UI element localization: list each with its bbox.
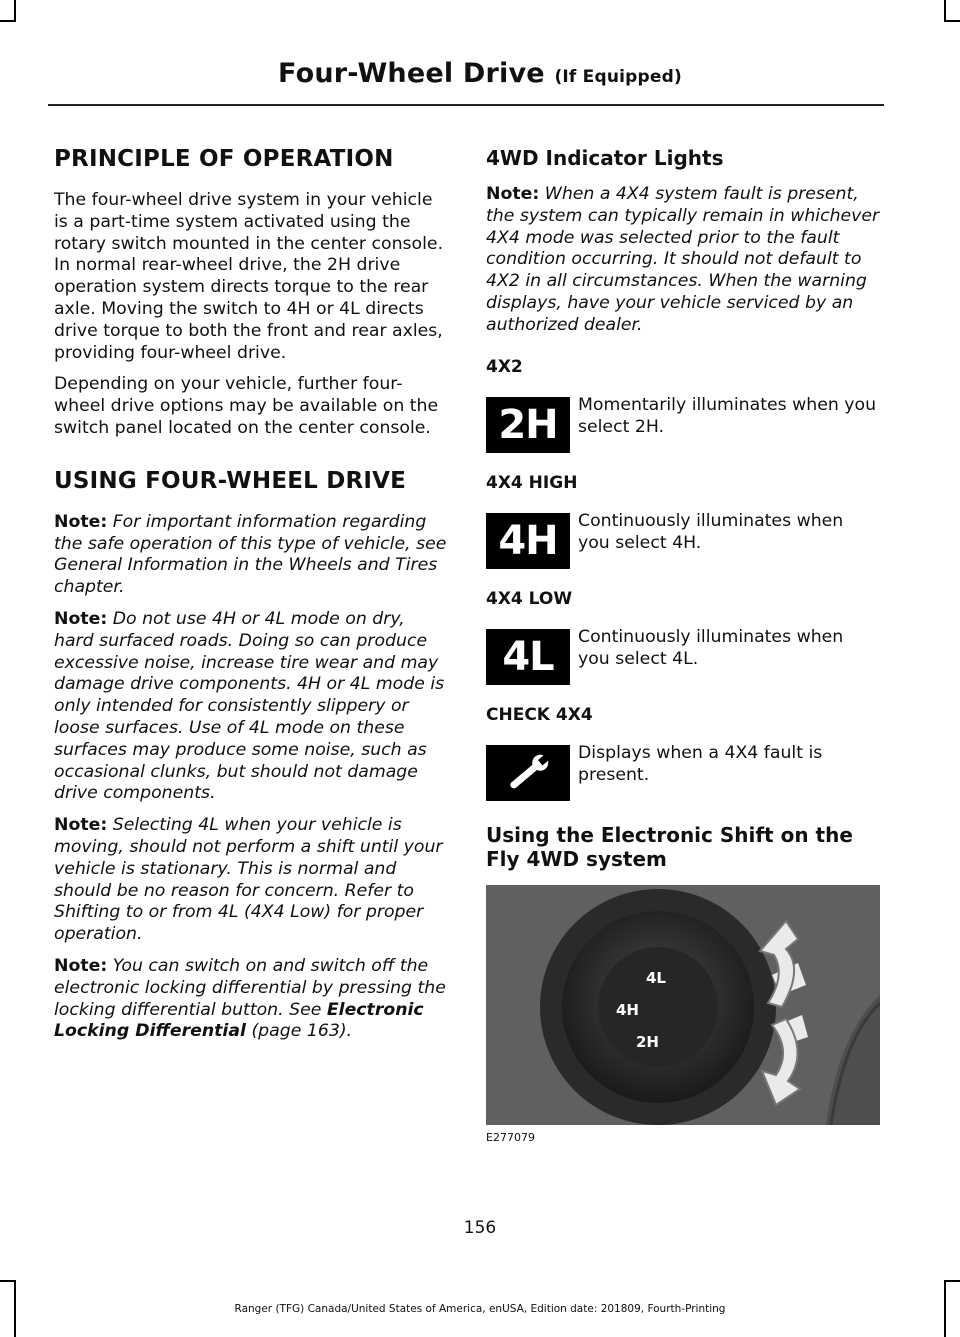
note-text: For important information regarding the safe operation of this type of vehicle, see General Information in the Wheels and Tires chapter. [54,511,447,598]
section-heading-principle: PRINCIPLE OF OPERATION [54,146,394,172]
paragraph-principle: The four-wheel drive system in your vehicle is a part-time system activated using the rotary switch mounted in the center console. In normal rear-wheel drive, the 2H drive operation system directs torque to the rear axle. Moving the switch to 4H or 4L directs drive torque to both the front and rear axles, providing four-wheel drive. [54,190,444,363]
page-number: 156 [463,1218,497,1238]
section-heading-indicators: 4WD Indicator Lights [486,146,724,170]
indicator-row-4x4-low [486,623,882,685]
switch-label-4l: 4L [646,968,666,987]
indicator-description: Momentarily illuminates when you select 2H. [578,394,877,437]
note-text: Do not use 4H or 4L mode on dry, hard surfaced roads. Doing so can produce excessive noise, increase tire wear and may damage drive components. 4H or 4L mode is only intended for consistently slippery or loose surfaces. Use of 4L mode on these surfaces may produce some noise, such as occasional clunks, but should not damage drive components. [54,608,445,804]
indicator-label-4x4-high: 4X4 HIGH [486,472,578,493]
paragraph-options: Depending on your vehicle, further four-wheel drive options may be available on the switch panel located on the center console. [54,374,439,438]
note-dry-roads [54,609,448,805]
indicator-description: Continuously illuminates when you select 4H. [578,510,844,553]
section-heading-electronic-shift: Using the Electronic Shift on the Fly 4WD system [486,822,853,871]
note-label: Note: [54,955,108,976]
indicator-label-4x4-low: 4X4 LOW [486,588,573,609]
indicator-row-4x2 [486,391,882,453]
header-subtitle: (If Equipped) [554,67,682,87]
switch-label-2h: 2H [636,1032,659,1051]
note-locking-differential [54,956,448,1043]
illustration-id: E277079 [486,1130,535,1144]
note-text: Selecting 4L when your vehicle is moving, should not perform a shift until your vehicle is stationary. This is normal and should be no reason for concern. Refer to Shifting to or from 4L (4X4 Low) for proper operation. [54,815,443,945]
switch-label-4h: 4H [616,1000,639,1019]
rotary-switch-icon [486,885,880,1125]
crop-mark [14,0,16,22]
crop-mark [944,0,946,22]
wrench-icon [486,745,570,801]
note-text: When a 4X4 system fault is present, the system can typically remain in whichever 4X4 mode was selected prior to the fault condition occurring. It should not default to 4X2 in all circumstances. When the warning displays, have your vehicle serviced by an authorized dealer. [486,184,880,335]
cross-reference-link[interactable]: Electronic Locking Differential [54,999,424,1042]
indicator-description: Continuously illuminates when you select 4L. [578,626,844,669]
indicator-2h-icon: 2H [486,397,570,453]
footer-edition: Ranger (TFG) Canada/United States of America, enUSA, Edition date: 201809, Fourth-Printing [234,1303,726,1315]
crop-mark [0,20,16,22]
section-heading-using: USING FOUR-WHEEL DRIVE [54,467,407,494]
note-label: Note: [54,608,108,629]
header-divider [48,104,884,106]
indicator-row-check-4x4 [486,739,882,801]
note-text: You can switch on and switch off the electronic locking differential by pressing the locking differential button. See [54,955,446,1020]
page-reference: (page 163). [251,1021,353,1042]
note-label: Note: [54,511,108,532]
rotary-switch-illustration [486,885,880,1125]
indicator-row-4x4-high [486,507,882,569]
indicator-label-check-4x4: CHECK 4X4 [486,704,593,725]
header-title: Four-Wheel Drive [278,58,545,89]
note-wheels-tires [54,512,448,599]
crop-mark [0,1280,16,1282]
left-column [54,146,448,1053]
note-label: Note: [486,184,540,204]
indicator-description: Displays when a 4X4 fault is present. [578,742,823,785]
indicator-label-4x2: 4X2 [486,356,523,377]
indicator-4h-icon: 4H [486,513,570,569]
note-label: Note: [54,815,108,836]
note-fault [486,184,882,337]
indicator-4l-icon: 4L [486,629,570,685]
note-selecting-4l [54,815,448,946]
crop-mark [944,1280,960,1282]
page-header [0,58,960,89]
crop-mark [944,20,960,22]
right-column [486,146,882,1144]
